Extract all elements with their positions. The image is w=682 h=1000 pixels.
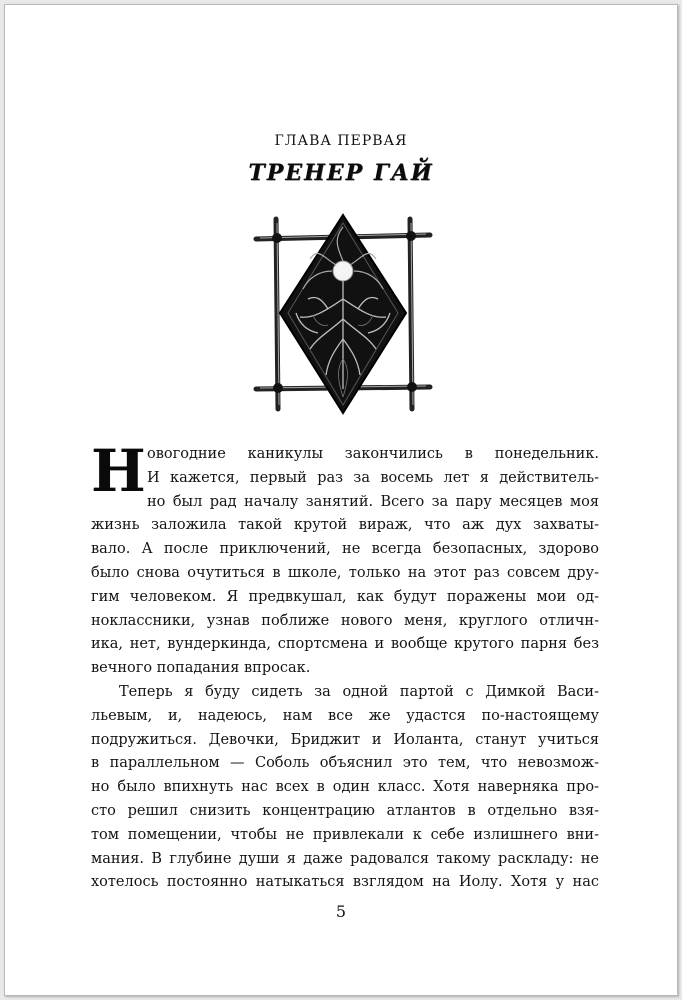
page-number: 5 [335, 902, 347, 921]
text-line: в параллельном — Соболь объяснил это тем, что невозмож- [91, 755, 599, 772]
text-line: вечного попадания впросак. [91, 660, 311, 677]
body-text [91, 437, 599, 895]
text-line: подружиться. Девочки, Бриджит и Иоланта, станут учиться [91, 731, 599, 748]
text-line: сто решил снизить концентрацию атлантов в отдельно взя- [91, 802, 599, 819]
text-line: было снова очутиться в школе, только на этот раз совсем дру- [91, 564, 599, 581]
text-line: жизнь заложила такой крутой вираж, что аж дух захваты- [91, 517, 599, 534]
text-line: гим человеком. Я предвкушал, как будут поражены мои од- [91, 588, 599, 605]
text-line: Теперь я буду сидеть за одной партой с Димкой Васи- [119, 683, 599, 700]
drop-cap: Н [91, 437, 146, 505]
paragraph-2 [91, 681, 599, 895]
book-page [4, 4, 678, 996]
text-line: льевым, и, надеюсь, нам все же удастся по-настоящему [91, 707, 599, 724]
text-line: ика, нет, вундеркинда, спортсмена и вообще крутого парня без [91, 636, 599, 653]
chapter-title: ТРЕНЕР ГАЙ [248, 160, 434, 186]
rune-diamond-tree-icon [248, 209, 438, 419]
text-line: том помещении, чтобы не привлекали к себе излишнего вни- [91, 826, 599, 843]
paragraph-1 [91, 437, 599, 681]
text-line: И кажется, первый раз за восемь лет я действитель- [147, 469, 599, 486]
text-line: вало. А после приключений, не всегда безопасных, здорово [91, 541, 599, 558]
text-line: мания. В глубине души я даже радовался такому раскладу: не [91, 850, 599, 867]
text-line: ноклассники, узнав поближе нового меня, круглого отличн- [91, 612, 599, 629]
text-line: но был рад началу занятий. Всего за пару месяцев моя [147, 493, 599, 510]
text-line: хотелось постоянно натыкаться взглядом на Иолу. Хотя у нас [91, 874, 599, 891]
chapter-label: ГЛАВА ПЕРВАЯ [274, 133, 408, 149]
text-line: но было впихнуть нас всех в один класс. Хотя наверняка про- [91, 779, 599, 796]
text-line: овогодние каникулы закончились в понедельник. [147, 446, 599, 462]
